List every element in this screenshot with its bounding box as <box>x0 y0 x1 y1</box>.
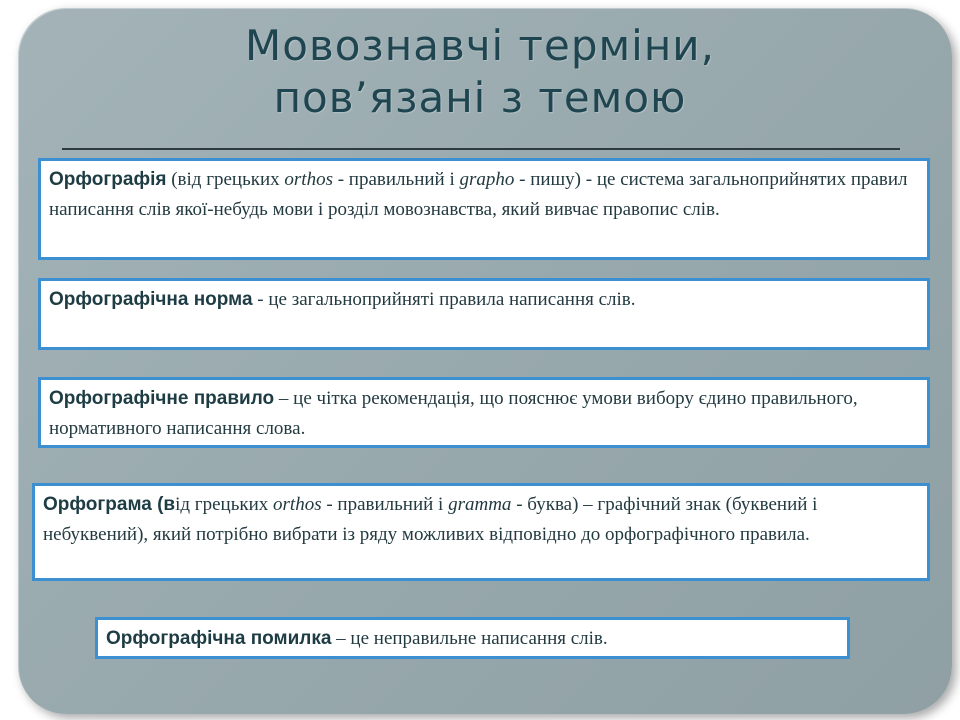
definition-text: - буква) – графічний знак (буквений і небуквений), який потрібно вибрати із ряду можливих відповідно до орфографічного правила. <box>43 494 818 545</box>
greek-word: grapho <box>459 169 515 190</box>
definition-box-orthographic-error <box>95 617 850 659</box>
definition-term: Орфографічна помилка <box>106 628 332 649</box>
definition-term: Орфограма (в <box>43 494 176 515</box>
title-divider <box>62 148 900 150</box>
greek-word: gramma <box>448 494 512 515</box>
definition-box-orthographic-norm <box>38 278 930 350</box>
definition-term: Орфографічне правило <box>49 388 275 409</box>
greek-word: orthos <box>284 169 333 190</box>
title-line-2: пов’язані з темою <box>273 73 687 122</box>
definition-text: – це неправильне написання слів. <box>331 628 608 649</box>
greek-word: orthos <box>273 494 322 515</box>
definition-term: Орфографія <box>49 169 167 190</box>
definition-text: - пишу) - це система загальноприйнятих правил написання слів якої-небудь мови і розділ мовознавства, який вивчає правопис слів. <box>49 169 908 220</box>
title-line-1: Мовознавчі терміни, <box>245 21 715 70</box>
definition-term: Орфографічна норма <box>49 289 253 310</box>
definition-text: – це чітка рекомендація, що пояснює умови вибору єдино правильного, нормативного написання слова. <box>49 388 858 439</box>
definition-text: - правильний і <box>321 494 449 515</box>
definition-text: ід грецьких <box>175 494 274 515</box>
slide-title <box>0 20 960 124</box>
definition-text: (від грецьких <box>166 169 285 190</box>
definition-text: - правильний і <box>332 169 460 190</box>
definition-box-orthography <box>38 158 930 260</box>
definition-box-orthogram <box>32 483 930 581</box>
definition-box-orthographic-rule <box>38 377 930 448</box>
definition-text: - це загальноприйняті правила написання слів. <box>252 289 636 310</box>
